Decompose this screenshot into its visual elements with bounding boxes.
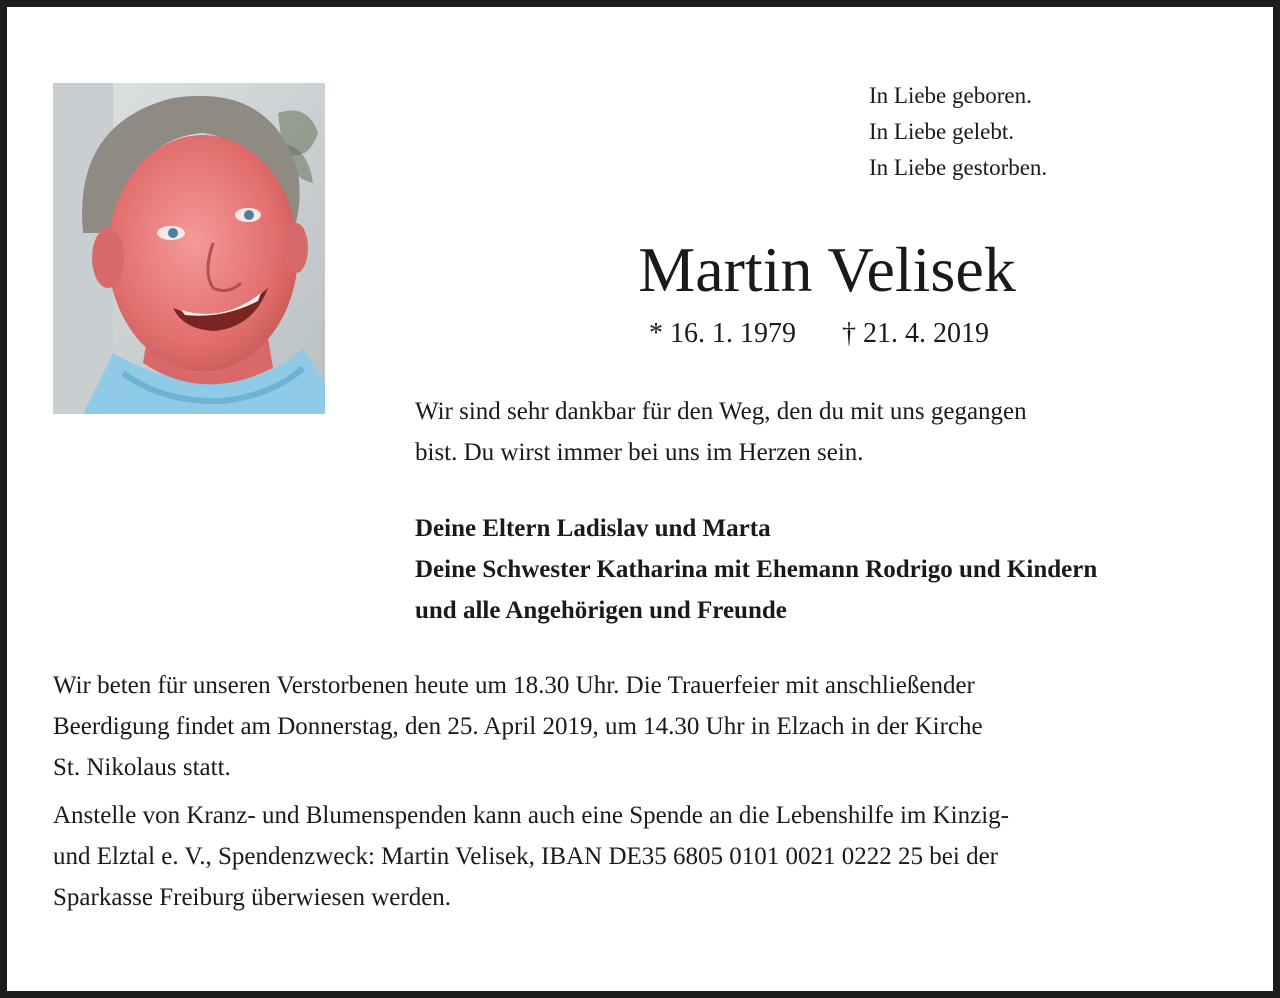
donation-information [53, 795, 1243, 918]
service-information [53, 665, 1243, 788]
birth-date: * 16. 1. 1979 [649, 318, 796, 349]
mourners-line: und alle Angehörigen und Freunde [415, 597, 787, 624]
service-line: Wir beten für unseren Verstorbenen heute um 18.30 Uhr. Die Trauerfeier mit anschließender [53, 672, 975, 699]
life-dates [649, 316, 989, 352]
donation-line: und Elztal e. V., Spendenzweck: Martin Velisek, IBAN DE35 6805 0101 0021 0222 25 bei der [53, 843, 998, 870]
donation-line: Anstelle von Kranz- und Blumenspenden kann auch eine Spende an die Lebenshilfe im Kinzig- [53, 802, 1009, 829]
donation-line: Sparkasse Freiburg überwiesen werden. [53, 884, 452, 911]
thanks-line: bist. Du wirst immer bei uns im Herzen sein. [415, 439, 864, 466]
mourners-line: Deine Schwester Katharina mit Ehemann Rodrigo und Kindern [415, 556, 1098, 583]
death-date: † 21. 4. 2019 [842, 318, 989, 349]
mourners-list [415, 508, 1255, 631]
thanks-line: Wir sind sehr dankbar für den Weg, den du mit uns gegangen [415, 398, 1027, 425]
motto-line: In Liebe gestorben. [869, 155, 1048, 180]
mourners-line: Deine Eltern Ladislav und Marta [415, 515, 771, 542]
portrait-photo [53, 83, 325, 414]
motto-line: In Liebe geboren. [869, 83, 1032, 108]
thanks-text [415, 391, 1245, 473]
service-line: St. Nikolaus statt. [53, 754, 231, 781]
service-line: Beerdigung findet am Donnerstag, den 25. April 2019, um 14.30 Uhr in Elzach in der Kirche [53, 713, 983, 740]
motto-line: In Liebe gelebt. [869, 119, 1014, 144]
deceased-name: Martin Velisek [638, 234, 1016, 305]
motto [869, 78, 1047, 186]
